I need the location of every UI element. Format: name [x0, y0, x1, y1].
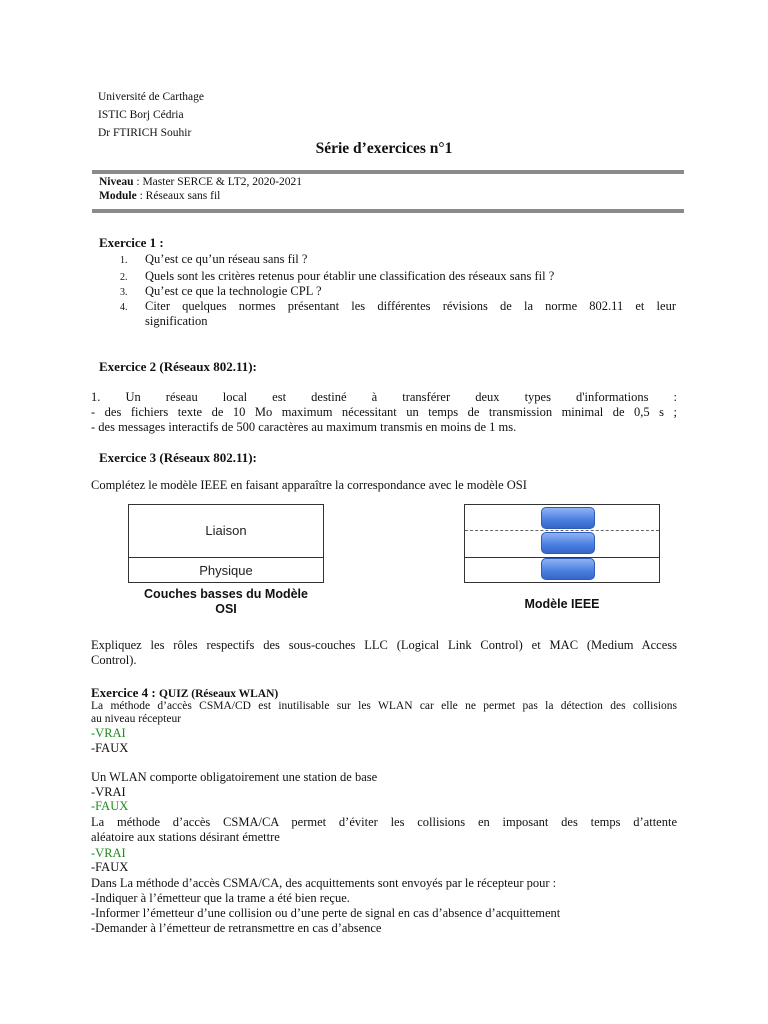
q4-option-2: -Informer l’émetteur d’une collision ou d’une perte de signal en cas d’absence d’acquittement: [91, 906, 561, 920]
ex1-list: [120, 252, 676, 329]
list-text: Quels sont les critères retenus pour établir une classification des réseaux sans fil ?: [145, 269, 555, 283]
list-number: 1.: [120, 255, 128, 266]
ex4-heading-sub: QUIZ (Réseaux WLAN): [158, 688, 279, 700]
author-name: Dr FTIRICH Souhir: [98, 127, 192, 139]
institute-name: ISTIC Borj Cédria: [98, 109, 184, 121]
ex3-intro: Complétez le modèle IEEE en faisant apparaître la correspondance avec le modèle OSI: [91, 478, 527, 492]
list-item: [120, 252, 676, 267]
q1-line1: La méthode d’accès CSMA/CD est inutilisable sur les WLAN car elle ne permet pas la détection des collisions: [91, 700, 677, 712]
q2-answer-faux: -FAUX: [91, 799, 129, 813]
page-title: Série d’exercices n°1: [315, 140, 453, 157]
module-value: : Réseaux sans fil: [136, 190, 221, 202]
niveau-line: [99, 175, 302, 190]
q2-answer-vrai: -VRAI: [91, 785, 126, 799]
q3-line2: aléatoire aux stations désirant émettre: [91, 830, 280, 844]
module-line: [99, 189, 220, 204]
ex3-explain-line2: Control).: [91, 653, 137, 667]
q1-answer-faux: -FAUX: [91, 741, 129, 755]
list-item: [120, 299, 676, 329]
q2-text: Un WLAN comporte obligatoirement une station de base: [91, 770, 378, 784]
osi-caption-line: Couches basses du Modèle: [144, 587, 308, 601]
q3-answer-faux: -FAUX: [91, 860, 129, 874]
module-label: Module: [99, 190, 137, 202]
ex3-explain-line1: Expliquez les rôles respectifs des sous-couches LLC (Logical Link Control) et MAC (Medium Access: [91, 638, 677, 652]
q4-text: Dans La méthode d’accès CSMA/CA, des acquittements sont envoyés par le récepteur pour :: [91, 876, 557, 890]
ex3-heading: Exercice 3 (Réseaux 802.11):: [99, 450, 257, 465]
list-number: 3.: [120, 287, 128, 298]
q4-option-3: -Demander à l’émetteur de retransmettre en cas d’absence: [91, 921, 382, 935]
ieee-blank-box-2[interactable]: [541, 532, 595, 554]
ieee-dashed-divider: [465, 530, 659, 531]
list-text: Citer quelques normes présentant les différentes révisions de la norme 802.11 et leur: [145, 299, 676, 313]
ieee-diagram: [464, 504, 660, 583]
ieee-blank-box-3[interactable]: [541, 558, 595, 580]
ieee-blank-box-1[interactable]: [541, 507, 595, 529]
list-text: Qu’est ce qu’un réseau sans fil ?: [145, 252, 308, 266]
ieee-caption: Modèle IEEE: [524, 597, 600, 611]
q1-answer-vrai: -VRAI: [91, 726, 126, 740]
list-item: [120, 284, 676, 299]
list-text: signification: [145, 314, 208, 328]
q1-line2: au niveau récepteur: [91, 713, 182, 725]
osi-diagram: [128, 504, 324, 583]
ex2-heading: Exercice 2 (Réseaux 802.11):: [99, 359, 257, 374]
osi-liaison-cell: Liaison: [129, 505, 323, 558]
osi-caption: [128, 587, 324, 617]
university-name: Université de Carthage: [98, 91, 205, 103]
q3-answer-vrai: -VRAI: [91, 846, 126, 860]
list-number: 2.: [120, 272, 128, 283]
ex2-line1: 1. Un réseau local est destiné à transférer deux types d'informations :: [91, 390, 677, 404]
ex1-heading: Exercice 1 :: [99, 235, 164, 250]
q3-line1: La méthode d’accès CSMA/CA permet d’éviter les collisions en imposant des temps d’attente: [91, 815, 677, 829]
q4-option-1: -Indiquer à l’émetteur que la trame a été bien reçue.: [91, 891, 350, 905]
list-text: Qu’est ce que la technologie CPL ?: [145, 284, 322, 298]
niveau-label: Niveau: [99, 176, 134, 188]
niveau-value: : Master SERCE & LT2, 2020-2021: [133, 176, 303, 188]
list-item: [120, 269, 676, 284]
ex2-line2: - des fichiers texte de 10 Mo maximum nécessitant un temps de transmission minimal de 0,5 s ;: [91, 405, 677, 419]
bottom-rule: [92, 209, 684, 213]
top-rule: [92, 170, 684, 174]
ex4-heading-main: Exercice 4 :: [91, 685, 159, 700]
osi-caption-line: OSI: [215, 602, 237, 616]
list-number: 4.: [120, 302, 128, 313]
ex2-line3: - des messages interactifs de 500 caractères au maximum transmis en moins de 1 ms.: [91, 420, 517, 434]
osi-physique-cell: Physique: [199, 563, 253, 578]
